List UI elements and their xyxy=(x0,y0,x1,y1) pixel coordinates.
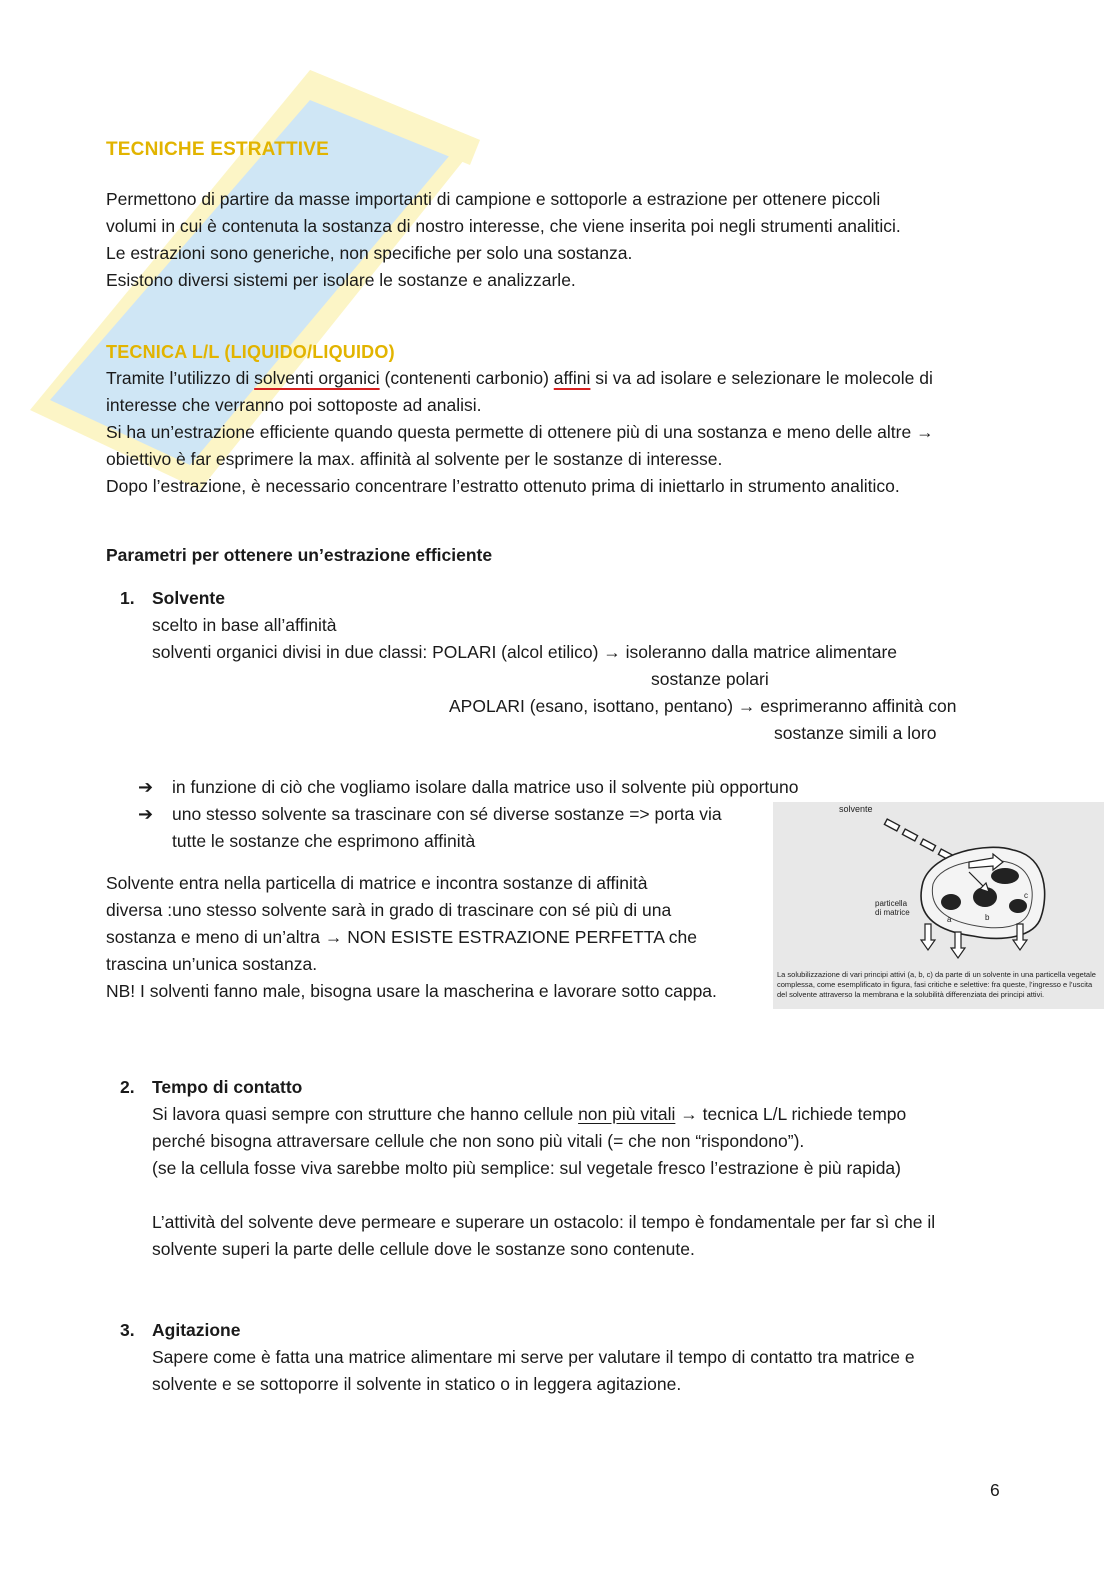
item-number: 2. xyxy=(120,1077,135,1097)
ll-line: interesse che verranno poi sottoposte ad analisi. xyxy=(106,395,482,415)
item-title-tempo: Tempo di contatto xyxy=(152,1077,303,1097)
text-run: Tramite l’utilizzo di xyxy=(106,368,255,388)
substance-icon xyxy=(1009,899,1027,913)
intro-line: Permettono di partire da masse importanti di campione e sottoporle a estrazione per ottenere piccoli xyxy=(106,189,881,209)
page-title: TECNICHE ESTRATTIVE xyxy=(106,139,330,160)
ll-line: Si ha un’estrazione efficiente quando questa permette di ottenere più di una sostanza e meno delle altre → xyxy=(106,422,934,442)
substance-icon xyxy=(941,894,961,910)
arrow-bullet-icon: ➔ xyxy=(138,777,154,797)
intro-line: Esistono diversi sistemi per isolare le sostanze e analizzarle. xyxy=(106,270,576,290)
params-heading: Parametri per ottenere un’estrazione efficiente xyxy=(106,545,493,565)
figure-label-solvent: solvente xyxy=(839,804,873,814)
item2-line: perché bisogna attraversare cellule che non sono più vitali (= che non “rispondono”). xyxy=(152,1131,805,1151)
item2-line: L’attività del solvente deve permeare e superare un ostacolo: il tempo è fondamentale per far sì che il xyxy=(152,1212,936,1232)
figure-label-a: a xyxy=(947,915,952,924)
item1-line: solventi organici divisi in due classi: POLARI (alcol etilico) → isoleranno dalla matrice alimentare xyxy=(152,642,898,662)
intro-line: Le estrazioni sono generiche, non specifiche per solo una sostanza. xyxy=(106,243,633,263)
figure-caption: La solubilizzazione di vari principi attivi (a, b, c) da parte di un solvente in una particella vegetale complessa, come esemplificato in figura, fasi critiche e selettive: fra queste, l’ingresso e l’uscita del solvente attraverso la membrana e la solubilità differenziata dei principi attivi. xyxy=(777,970,1096,999)
item2-line: (se la cellula fosse viva sarebbe molto più semplice: sul vegetale fresco l’estrazione è più rapida) xyxy=(152,1158,901,1178)
intro-paragraph xyxy=(106,186,1006,294)
bullet-text: in funzione di ciò che vogliamo isolare dalla matrice uso il solvente più opportuno xyxy=(172,777,799,797)
ll-line xyxy=(106,365,1006,392)
item1-line: APOLARI (esano, isottano, pentano) → esprimeranno affinità con xyxy=(449,696,957,716)
item1-line: sostanze simili a loro xyxy=(774,723,937,743)
ll-line: obiettivo è far esprimere la max. affinità al solvente per le sostanze di interesse. xyxy=(106,449,723,469)
text-run: Si lavora quasi sempre con strutture che hanno cellule xyxy=(152,1104,579,1124)
figure-label-b: b xyxy=(985,913,990,922)
ll-line: Dopo l’estrazione, è necessario concentrare l’estratto ottenuto prima di iniettarlo in strumento analitico. xyxy=(106,476,900,496)
item-number: 1. xyxy=(120,588,135,608)
text-run: → tecnica L/L richiede tempo xyxy=(675,1104,907,1124)
item3-line: Sapere come è fatta una matrice alimentare mi serve per valutare il tempo di contatto tra matrice e xyxy=(152,1347,915,1367)
item1-line: sostanze polari xyxy=(651,669,769,689)
page-number: 6 xyxy=(990,1480,1000,1500)
substance-icon xyxy=(991,868,1019,884)
text-run: (contenenti carbonio) xyxy=(379,368,554,388)
solvent-extraction-figure xyxy=(773,802,1104,1009)
item3-line: solvente e se sottoporre il solvente in statico o in leggera agitazione. xyxy=(152,1374,682,1394)
text-run: si va ad isolare e selezionare le molecole di xyxy=(590,368,933,388)
arrow-bullet-icon: ➔ xyxy=(138,804,154,824)
intro-line: volumi in cui è contenuta la sostanza di nostro interesse, che viene inserita poi negli strumenti analitici. xyxy=(106,216,901,236)
item-number: 3. xyxy=(120,1320,135,1340)
item2-line: solvente superi la parte delle cellule dove le sostanze sono contenute. xyxy=(152,1239,695,1259)
spellcheck-underlined-text: solventi organici xyxy=(254,368,380,388)
item-title-agitazione: Agitazione xyxy=(152,1320,241,1340)
figure-label-particle: di matrice xyxy=(875,908,910,917)
figure-label-c: c xyxy=(1024,891,1028,900)
item-title-solvente: Solvente xyxy=(152,588,225,608)
item1-line: scelto in base all’affinità xyxy=(152,615,337,635)
item1-para-line: sostanza e meno di un’altra → NON ESISTE ESTRAZIONE PERFETTA che xyxy=(106,927,697,947)
item1-para-line: trascina un’unica sostanza. xyxy=(106,954,318,974)
bullet-text: uno stesso solvente sa trascinare con sé diverse sostanze => porta via xyxy=(172,804,722,824)
item1-para-line: Solvente entra nella particella di matrice e incontra sostanze di affinità xyxy=(106,873,648,893)
underlined-text: non più vitali xyxy=(578,1104,676,1124)
item1-para-line: diversa :uno stesso solvente sarà in grado di trascinare con sé più di una xyxy=(106,900,672,920)
ll-paragraph xyxy=(106,365,1006,500)
spellcheck-underlined-text: affini xyxy=(553,368,591,388)
item1-para-line: NB! I solventi fanno male, bisogna usare la mascherina e lavorare sotto cappa. xyxy=(106,981,717,1001)
item2-line xyxy=(152,1101,906,1128)
section-heading-ll: TECNICA L/L (LIQUIDO/LIQUIDO) xyxy=(106,342,395,362)
figure-label-particle: particella xyxy=(875,899,908,908)
bullet-text: tutte le sostanze che esprimono affinità xyxy=(172,831,476,851)
